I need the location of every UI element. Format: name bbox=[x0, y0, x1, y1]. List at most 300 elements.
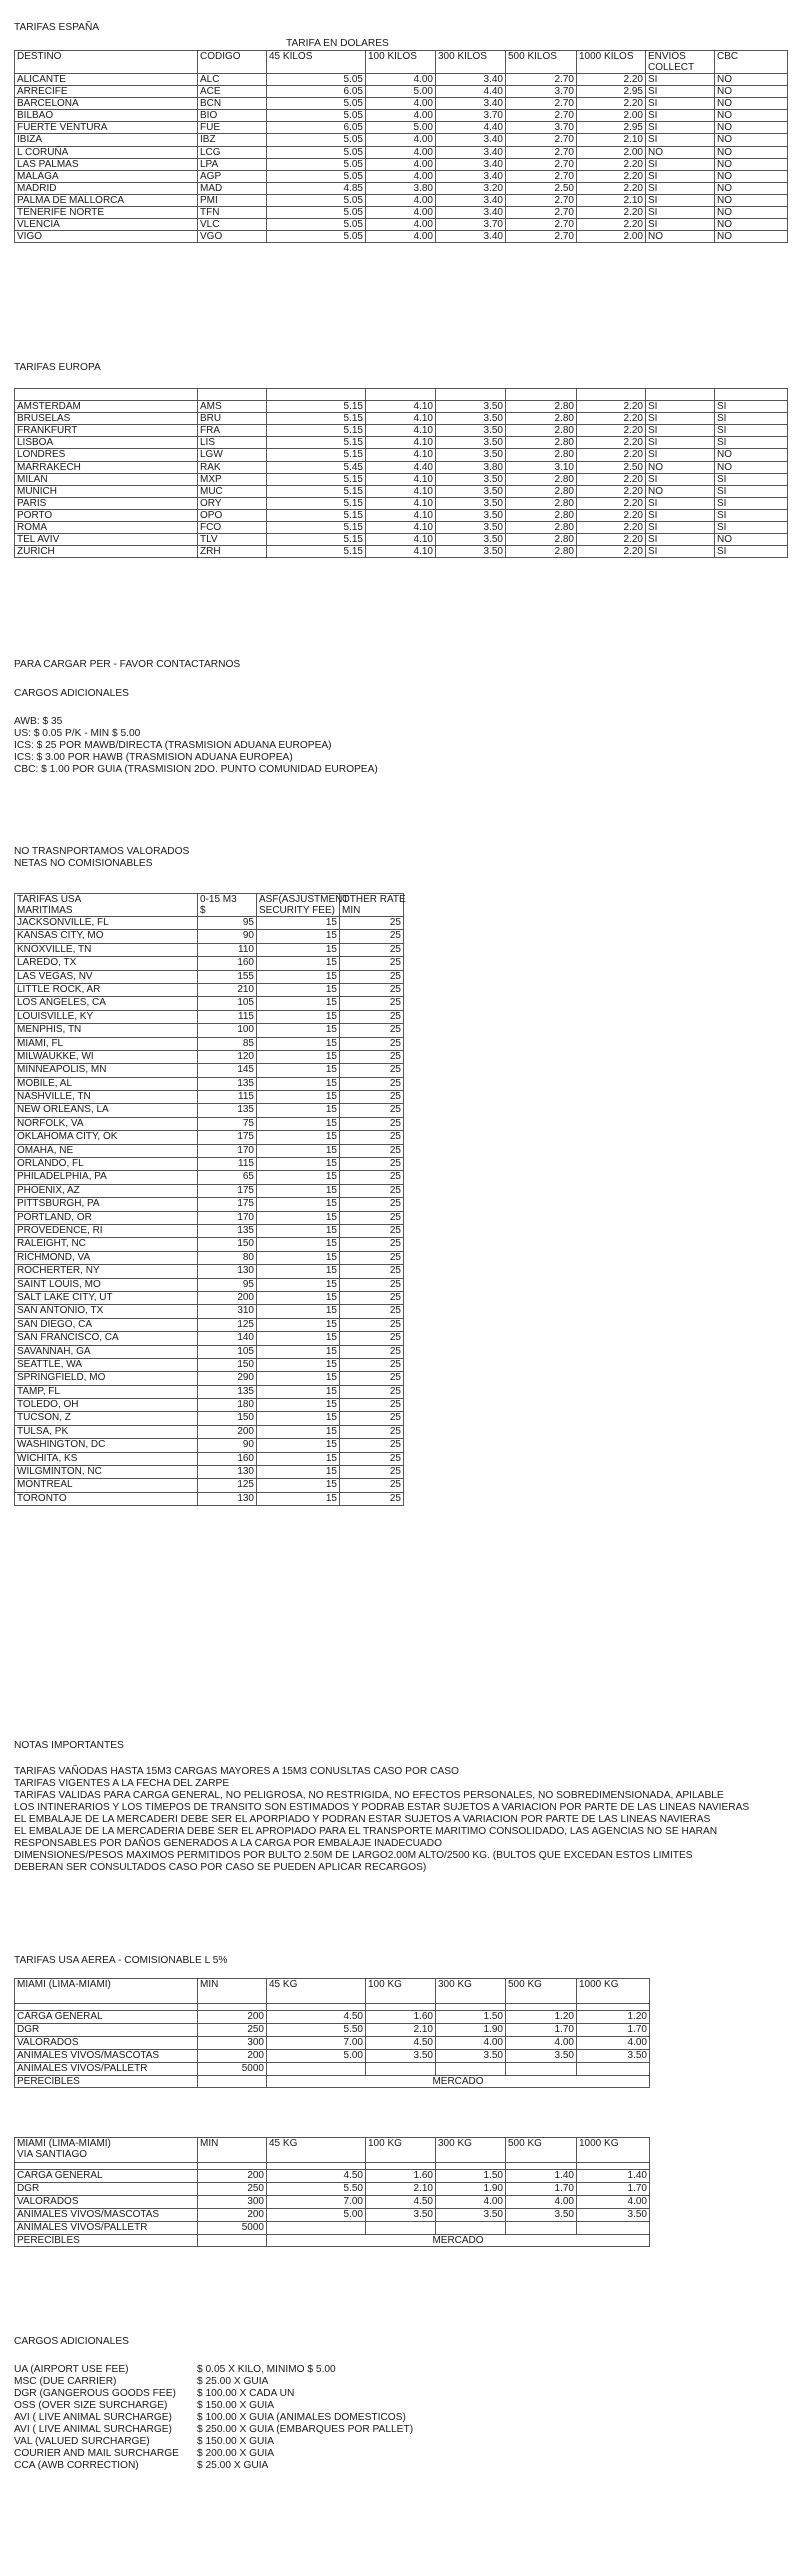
destination-cell: AMSTERDAM bbox=[15, 401, 198, 413]
code-cell: FRA bbox=[198, 425, 267, 437]
rate-cell: NO bbox=[715, 110, 788, 122]
city-cell: SAN ANTONIO, TX bbox=[15, 1305, 198, 1318]
rate-cell: 4.85 bbox=[267, 182, 366, 194]
rate-cell: 25 bbox=[340, 1037, 404, 1050]
rate-cell: 2.00 bbox=[577, 146, 646, 158]
note-line: DIMENSIONES/PESOS MAXIMOS PERMITIDOS POR BULTO 2.50M DE LARGO2.00M ALTO/2500 KG. (BULTOS QUE EXCEDAN ESTOS LIMITES bbox=[14, 1850, 693, 1861]
rate-cell: 155 bbox=[198, 970, 257, 983]
column-header: 300 KG bbox=[436, 2138, 506, 2163]
rate-cell: 2.20 bbox=[577, 413, 646, 425]
table-row bbox=[15, 983, 404, 996]
rate-cell: 25 bbox=[340, 1077, 404, 1090]
destination-cell: TENERIFE NORTE bbox=[15, 207, 198, 219]
city-cell: KANSAS CITY, MO bbox=[15, 930, 198, 943]
rate-cell: 2.80 bbox=[506, 509, 577, 521]
code-cell: LPA bbox=[198, 158, 267, 170]
rate-cell: 4.00 bbox=[506, 2037, 577, 2050]
table-row bbox=[15, 1372, 404, 1385]
table-row bbox=[15, 1345, 404, 1358]
rate-cell: 15 bbox=[257, 930, 340, 943]
europe-tariff-table bbox=[14, 388, 788, 558]
column-header: 500 KG bbox=[506, 1979, 577, 2004]
rate-cell: SI bbox=[715, 413, 788, 425]
city-cell: SAINT LOUIS, MO bbox=[15, 1278, 198, 1291]
code-cell: ACE bbox=[198, 86, 267, 98]
rate-cell: 2.70 bbox=[506, 231, 577, 243]
rate-cell: 2.80 bbox=[506, 546, 577, 558]
table-row bbox=[15, 1131, 404, 1144]
rate-cell: 2.20 bbox=[577, 182, 646, 194]
rate-cell: 1.20 bbox=[506, 2011, 577, 2024]
rate-cell: 3.50 bbox=[436, 2209, 506, 2222]
city-cell: MONTREAL bbox=[15, 1479, 198, 1492]
table-row bbox=[15, 231, 788, 243]
table-row bbox=[15, 1211, 404, 1224]
table-row bbox=[15, 1466, 404, 1479]
rate-cell: 4.00 bbox=[436, 2196, 506, 2209]
rate-cell: 4.00 bbox=[366, 158, 436, 170]
rate-cell: 1.60 bbox=[366, 2170, 436, 2183]
rate-cell: 2.95 bbox=[577, 122, 646, 134]
rate-cell: 2.70 bbox=[506, 98, 577, 110]
rate-cell: SI bbox=[646, 182, 715, 194]
rate-cell: 2.70 bbox=[506, 194, 577, 206]
note-line: TARIFAS VALIDAS PARA CARGA GENERAL, NO PELIGROSA, NO RESTRIGIDA, NO EFECTOS PERSONALES, NO SOBREDIMENSIONADA, APILABLE bbox=[14, 1790, 724, 1801]
rate-cell: 5.15 bbox=[267, 485, 366, 497]
destination-cell: BILBAO bbox=[15, 110, 198, 122]
table-row bbox=[15, 1198, 404, 1211]
rate-cell: 25 bbox=[340, 1492, 404, 1505]
table-row bbox=[15, 1332, 404, 1345]
rate-cell: 4.00 bbox=[366, 74, 436, 86]
rate-cell: 4.40 bbox=[436, 86, 506, 98]
rate-cell: 2.10 bbox=[366, 2183, 436, 2196]
rate-cell: 2.70 bbox=[506, 219, 577, 231]
city-cell: WASHINGTON, DC bbox=[15, 1439, 198, 1452]
note-line: EL EMBALAJE DE LA MERCADERIA DEBE SER EL APROPIADO PARA EL TRANSPORTE MARITIMO CONSOLIDADO, LAS AGENCIAS NO SE HARAN bbox=[14, 1826, 718, 1837]
empty-cell bbox=[577, 389, 646, 401]
empty-cell bbox=[646, 389, 715, 401]
table-header-row bbox=[15, 2138, 650, 2163]
cargo-type-cell: VALORADOS bbox=[15, 2196, 198, 2209]
city-cell: MIAMI, FL bbox=[15, 1037, 198, 1050]
rate-cell: NO bbox=[715, 219, 788, 231]
rate-cell: 3.40 bbox=[436, 146, 506, 158]
column-header: CODIGO bbox=[198, 51, 267, 74]
rate-cell: 1.50 bbox=[436, 2170, 506, 2183]
table-row bbox=[15, 509, 788, 521]
rate-cell: NO bbox=[715, 534, 788, 546]
destination-cell: MUNICH bbox=[15, 485, 198, 497]
rate-cell: 125 bbox=[198, 1479, 257, 1492]
rate-cell: 5.05 bbox=[267, 219, 366, 231]
empty-cell bbox=[15, 2004, 198, 2011]
rate-cell: 130 bbox=[198, 1492, 257, 1505]
table-row bbox=[15, 943, 404, 956]
rate-cell: 4.00 bbox=[577, 2196, 650, 2209]
rate-cell: 2.80 bbox=[506, 522, 577, 534]
cargo-type-cell: DGR bbox=[15, 2183, 198, 2196]
empty-cell bbox=[15, 389, 198, 401]
rate-cell: 105 bbox=[198, 997, 257, 1010]
city-cell: WICHITA, KS bbox=[15, 1452, 198, 1465]
rate-cell: 15 bbox=[257, 1104, 340, 1117]
rate-cell: 5.00 bbox=[366, 86, 436, 98]
rate-cell: 3.50 bbox=[577, 2050, 650, 2063]
city-cell: SAVANNAH, GA bbox=[15, 1345, 198, 1358]
rate-cell: NO bbox=[715, 207, 788, 219]
rate-cell: 4.00 bbox=[366, 194, 436, 206]
rate-cell: 4.10 bbox=[366, 485, 436, 497]
rate-cell: 2.80 bbox=[506, 413, 577, 425]
rate-cell: 3.70 bbox=[506, 86, 577, 98]
table-header-row bbox=[15, 1979, 650, 2004]
rate-cell: 5.15 bbox=[267, 509, 366, 521]
rate-cell: 115 bbox=[198, 1091, 257, 1104]
extra-charge-line: CBC: $ 1.00 POR GUIA (TRASMISION 2DO. PUNTO COMUNIDAD EUROPEA) bbox=[14, 764, 378, 775]
europe-title: TARIFAS EUROPA bbox=[14, 362, 101, 373]
rate-cell: 15 bbox=[257, 1492, 340, 1505]
rate-cell: 5000 bbox=[198, 2063, 267, 2076]
table-row bbox=[15, 170, 788, 182]
column-header: ENVIOS COLLECT bbox=[646, 51, 715, 74]
table-row bbox=[15, 1064, 404, 1077]
rate-cell: 4.10 bbox=[366, 401, 436, 413]
destination-cell: MARRAKECH bbox=[15, 461, 198, 473]
city-cell: TAMP, FL bbox=[15, 1385, 198, 1398]
rate-cell: 25 bbox=[340, 1171, 404, 1184]
rate-cell: NO bbox=[715, 461, 788, 473]
rate-cell: 2.20 bbox=[577, 497, 646, 509]
rate-cell: 3.50 bbox=[436, 509, 506, 521]
rate-cell: 15 bbox=[257, 1024, 340, 1037]
table-row bbox=[15, 497, 788, 509]
rate-cell: 2.80 bbox=[506, 449, 577, 461]
city-cell: OKLAHOMA CITY, OK bbox=[15, 1131, 198, 1144]
rate-cell: 160 bbox=[198, 1452, 257, 1465]
cargo-type-cell: CARGA GENERAL bbox=[15, 2011, 198, 2024]
table-row bbox=[15, 1117, 404, 1130]
rate-cell: 2.10 bbox=[577, 134, 646, 146]
rate-cell: 90 bbox=[198, 930, 257, 943]
rate-cell: 15 bbox=[257, 1358, 340, 1371]
table-row bbox=[15, 219, 788, 231]
rate-cell: 15 bbox=[257, 983, 340, 996]
rate-cell: SI bbox=[646, 98, 715, 110]
rate-cell: 175 bbox=[198, 1198, 257, 1211]
rate-cell: 250 bbox=[198, 2183, 267, 2196]
city-cell: LOS ANGELES, CA bbox=[15, 997, 198, 1010]
charge-row bbox=[14, 2388, 295, 2400]
rate-cell: 2.10 bbox=[366, 2024, 436, 2037]
rate-cell: 15 bbox=[257, 1399, 340, 1412]
table-row bbox=[15, 1385, 404, 1398]
spain-title: TARIFAS ESPAÑA bbox=[14, 22, 100, 33]
empty-cell bbox=[267, 2163, 366, 2170]
table-row bbox=[15, 1077, 404, 1090]
destination-cell: FRANKFURT bbox=[15, 425, 198, 437]
table-row bbox=[15, 2222, 650, 2235]
rate-cell: SI bbox=[715, 522, 788, 534]
rate-cell: 2.70 bbox=[506, 170, 577, 182]
destination-cell: L CORUÑA bbox=[15, 146, 198, 158]
rate-cell: 15 bbox=[257, 997, 340, 1010]
table-row bbox=[15, 461, 788, 473]
important-notes-title: NOTAS IMPORTANTES bbox=[14, 1740, 124, 1751]
city-cell: NORFOLK, VA bbox=[15, 1117, 198, 1130]
rate-cell: 4.50 bbox=[366, 2196, 436, 2209]
table-spacer-row bbox=[15, 2163, 650, 2170]
rate-cell: 4.10 bbox=[366, 449, 436, 461]
code-cell: ALC bbox=[198, 74, 267, 86]
city-cell: LOUISVILLE, KY bbox=[15, 1010, 198, 1023]
note-line: RESPONSABLES POR DAÑOS GENERADOS A LA CARGA POR EMBALAJE INADECUADO bbox=[14, 1838, 442, 1849]
rate-cell: 15 bbox=[257, 1211, 340, 1224]
rate-cell: 100 bbox=[198, 1024, 257, 1037]
rate-cell: 200 bbox=[198, 2170, 267, 2183]
important-notes bbox=[14, 1740, 749, 1874]
rate-cell: 15 bbox=[257, 1305, 340, 1318]
empty-cell bbox=[198, 2235, 267, 2247]
rate-cell: 15 bbox=[257, 1278, 340, 1291]
rate-cell: 2.95 bbox=[577, 86, 646, 98]
table-row bbox=[15, 1399, 404, 1412]
spain-table-wrap bbox=[14, 50, 788, 243]
rate-cell: 3.70 bbox=[436, 219, 506, 231]
rate-cell: SI bbox=[646, 425, 715, 437]
empty-cell bbox=[436, 2004, 506, 2011]
note-line: TARIFAS VIGENTES A LA FECHA DEL ZARPE bbox=[14, 1778, 230, 1789]
rate-cell: 25 bbox=[340, 970, 404, 983]
rate-cell: 4.50 bbox=[366, 2037, 436, 2050]
city-cell: ORLANDO, FL bbox=[15, 1158, 198, 1171]
city-cell: PORTLAND, OR bbox=[15, 1211, 198, 1224]
rate-cell: 4.10 bbox=[366, 509, 436, 521]
rate-cell: 4.10 bbox=[366, 497, 436, 509]
rate-cell: 25 bbox=[340, 1372, 404, 1385]
rate-cell: NO bbox=[715, 122, 788, 134]
rate-cell: 15 bbox=[257, 1251, 340, 1264]
rate-cell: 3.50 bbox=[577, 2209, 650, 2222]
destination-cell: TEL AVIV bbox=[15, 534, 198, 546]
rate-cell: 5.15 bbox=[267, 401, 366, 413]
table-row bbox=[15, 1251, 404, 1264]
rate-cell: 7.00 bbox=[267, 2037, 366, 2050]
code-cell: AMS bbox=[198, 401, 267, 413]
usa-maritime-table-wrap bbox=[14, 893, 404, 1506]
extra-charges-2 bbox=[14, 2336, 414, 2472]
destination-cell: VLENCIA bbox=[15, 219, 198, 231]
code-cell: PMI bbox=[198, 194, 267, 206]
rate-cell: 200 bbox=[198, 2050, 267, 2063]
cargo-type-cell: ANIMALES VIVOS/PALLETR bbox=[15, 2222, 198, 2235]
table-spacer-row bbox=[15, 2004, 650, 2011]
table-row bbox=[15, 1265, 404, 1278]
column-header: MIN bbox=[198, 2138, 267, 2163]
charge-value: $ 25.00 X GUIA bbox=[197, 2376, 269, 2387]
rate-cell: 5.00 bbox=[366, 122, 436, 134]
city-cell: RICHMOND, VA bbox=[15, 1251, 198, 1264]
rate-cell: SI bbox=[715, 401, 788, 413]
rate-cell: 2.70 bbox=[506, 207, 577, 219]
city-cell: PITTSBURGH, PA bbox=[15, 1198, 198, 1211]
rate-cell bbox=[506, 2063, 577, 2076]
rate-cell: 5.15 bbox=[267, 534, 366, 546]
column-header: 500 KILOS bbox=[506, 51, 577, 74]
rate-cell: 25 bbox=[340, 1198, 404, 1211]
cargo-type-cell: ANIMALES VIVOS/PALLETR bbox=[15, 2063, 198, 2076]
table-row bbox=[15, 2050, 650, 2063]
rate-cell: 15 bbox=[257, 957, 340, 970]
rate-cell: 15 bbox=[257, 1198, 340, 1211]
code-cell: ZRH bbox=[198, 546, 267, 558]
charge-name: AVI ( LIVE ANIMAL SURCHARGE) bbox=[14, 2412, 172, 2423]
code-cell: LIS bbox=[198, 437, 267, 449]
rate-cell: 130 bbox=[198, 1466, 257, 1479]
rate-cell: 15 bbox=[257, 1117, 340, 1130]
column-header: 0-15 M3 $ bbox=[198, 894, 257, 917]
rate-cell: 25 bbox=[340, 1064, 404, 1077]
rate-cell: 5.05 bbox=[267, 170, 366, 182]
rate-cell: SI bbox=[646, 509, 715, 521]
table-row bbox=[15, 1144, 404, 1157]
rate-cell: 135 bbox=[198, 1077, 257, 1090]
rate-cell: 4.00 bbox=[366, 170, 436, 182]
rate-cell: 2.20 bbox=[577, 207, 646, 219]
rate-cell: SI bbox=[715, 473, 788, 485]
code-cell: FUE bbox=[198, 122, 267, 134]
destination-cell: IBIZA bbox=[15, 134, 198, 146]
rate-cell: 5.15 bbox=[267, 522, 366, 534]
rate-cell: 15 bbox=[257, 970, 340, 983]
rate-cell: 25 bbox=[340, 1452, 404, 1465]
table-row bbox=[15, 1037, 404, 1050]
rate-cell: NO bbox=[715, 74, 788, 86]
rate-cell: 4.00 bbox=[366, 219, 436, 231]
city-cell: NASHVILLE, TN bbox=[15, 1091, 198, 1104]
charge-name: CCA (AWB CORRECTION) bbox=[14, 2460, 139, 2471]
rate-cell: SI bbox=[646, 413, 715, 425]
rate-cell: NO bbox=[715, 158, 788, 170]
rate-cell: 25 bbox=[340, 1238, 404, 1251]
charge-value: $ 0.05 X KILO, MINIMO $ 5.00 bbox=[197, 2364, 336, 2375]
rate-cell: 5.15 bbox=[267, 497, 366, 509]
rate-cell bbox=[436, 2063, 506, 2076]
city-cell: NEW ORLEANS, LA bbox=[15, 1104, 198, 1117]
rate-cell: 1.90 bbox=[436, 2183, 506, 2196]
code-cell: BRU bbox=[198, 413, 267, 425]
rate-cell: 5.50 bbox=[267, 2183, 366, 2196]
code-cell: MUC bbox=[198, 485, 267, 497]
code-cell: AGP bbox=[198, 170, 267, 182]
table-row bbox=[15, 1305, 404, 1318]
rate-cell: 2.20 bbox=[577, 170, 646, 182]
rate-cell: 15 bbox=[257, 1091, 340, 1104]
table-row bbox=[15, 207, 788, 219]
table-row bbox=[15, 957, 404, 970]
destination-cell: ALICANTE bbox=[15, 74, 198, 86]
empty-cell bbox=[506, 2163, 577, 2170]
rate-cell: 115 bbox=[198, 1010, 257, 1023]
rate-cell: 25 bbox=[340, 1412, 404, 1425]
rate-cell: 150 bbox=[198, 1358, 257, 1371]
destination-cell: FUERTE VENTURA bbox=[15, 122, 198, 134]
rate-cell: 125 bbox=[198, 1318, 257, 1331]
rate-cell: SI bbox=[646, 194, 715, 206]
rate-cell bbox=[366, 2063, 436, 2076]
rate-cell: 2.70 bbox=[506, 134, 577, 146]
rate-cell: 4.00 bbox=[506, 2196, 577, 2209]
destination-cell: LONDRES bbox=[15, 449, 198, 461]
table-row bbox=[15, 917, 404, 930]
table-row bbox=[15, 2209, 650, 2222]
empty-cell bbox=[198, 2076, 267, 2088]
table-row bbox=[15, 2196, 650, 2209]
rate-cell: NO bbox=[715, 194, 788, 206]
rate-cell: 2.20 bbox=[577, 485, 646, 497]
table-row bbox=[15, 425, 788, 437]
rate-cell: 25 bbox=[340, 983, 404, 996]
city-cell: TULSA, PK bbox=[15, 1425, 198, 1438]
charge-value: $ 200.00 X GUIA bbox=[197, 2448, 275, 2459]
table-row bbox=[15, 98, 788, 110]
rate-cell: NO bbox=[715, 170, 788, 182]
destination-cell: BARCELONA bbox=[15, 98, 198, 110]
charge-value: $ 25.00 X GUIA bbox=[197, 2460, 269, 2471]
rate-cell: 2.20 bbox=[577, 449, 646, 461]
empty-cell bbox=[366, 2163, 436, 2170]
cargo-type-cell: VALORADOS bbox=[15, 2037, 198, 2050]
rate-cell: 4.10 bbox=[366, 425, 436, 437]
rate-cell: 2.70 bbox=[506, 74, 577, 86]
rate-cell: SI bbox=[646, 74, 715, 86]
rate-cell: 15 bbox=[257, 1144, 340, 1157]
rate-cell: 25 bbox=[340, 957, 404, 970]
rate-cell: 25 bbox=[340, 1091, 404, 1104]
rate-cell: 15 bbox=[257, 943, 340, 956]
rate-cell: 15 bbox=[257, 1131, 340, 1144]
rate-cell: 25 bbox=[340, 943, 404, 956]
rate-cell: 4.10 bbox=[366, 473, 436, 485]
rate-cell: 5.05 bbox=[267, 134, 366, 146]
code-cell: IBZ bbox=[198, 134, 267, 146]
note-line: TARIFAS VAÑODAS HASTA 15M3 CARGAS MAYORES A 15M3 CONUSLTAS CASO POR CASO bbox=[14, 1766, 459, 1777]
rate-cell: 15 bbox=[257, 1158, 340, 1171]
perishable-row bbox=[15, 2235, 650, 2247]
city-cell: MILWAUKKE, WI bbox=[15, 1050, 198, 1063]
city-cell: LITTLE ROCK, AR bbox=[15, 983, 198, 996]
rate-cell: NO bbox=[646, 485, 715, 497]
extra-charge-line: ICS: $ 3.00 POR HAWB (TRASMISION ADUANA EUROPEA) bbox=[14, 752, 293, 763]
rate-cell: 3.80 bbox=[366, 182, 436, 194]
usa-air-table-2-wrap bbox=[14, 2137, 650, 2247]
empty-cell bbox=[366, 2004, 436, 2011]
rate-cell: 4.00 bbox=[366, 110, 436, 122]
rate-cell: 110 bbox=[198, 943, 257, 956]
table-row bbox=[15, 1479, 404, 1492]
table-row bbox=[15, 1425, 404, 1438]
rate-cell: 5.45 bbox=[267, 461, 366, 473]
rate-cell: 5.05 bbox=[267, 194, 366, 206]
rate-cell: SI bbox=[646, 158, 715, 170]
city-cell: TOLEDO, OH bbox=[15, 1399, 198, 1412]
empty-cell bbox=[506, 2004, 577, 2011]
cargo-type-cell: DGR bbox=[15, 2024, 198, 2037]
rate-cell: 2.20 bbox=[577, 98, 646, 110]
rate-cell: 25 bbox=[340, 1131, 404, 1144]
destination-cell: ARRECIFE bbox=[15, 86, 198, 98]
destination-cell: PORTO bbox=[15, 509, 198, 521]
